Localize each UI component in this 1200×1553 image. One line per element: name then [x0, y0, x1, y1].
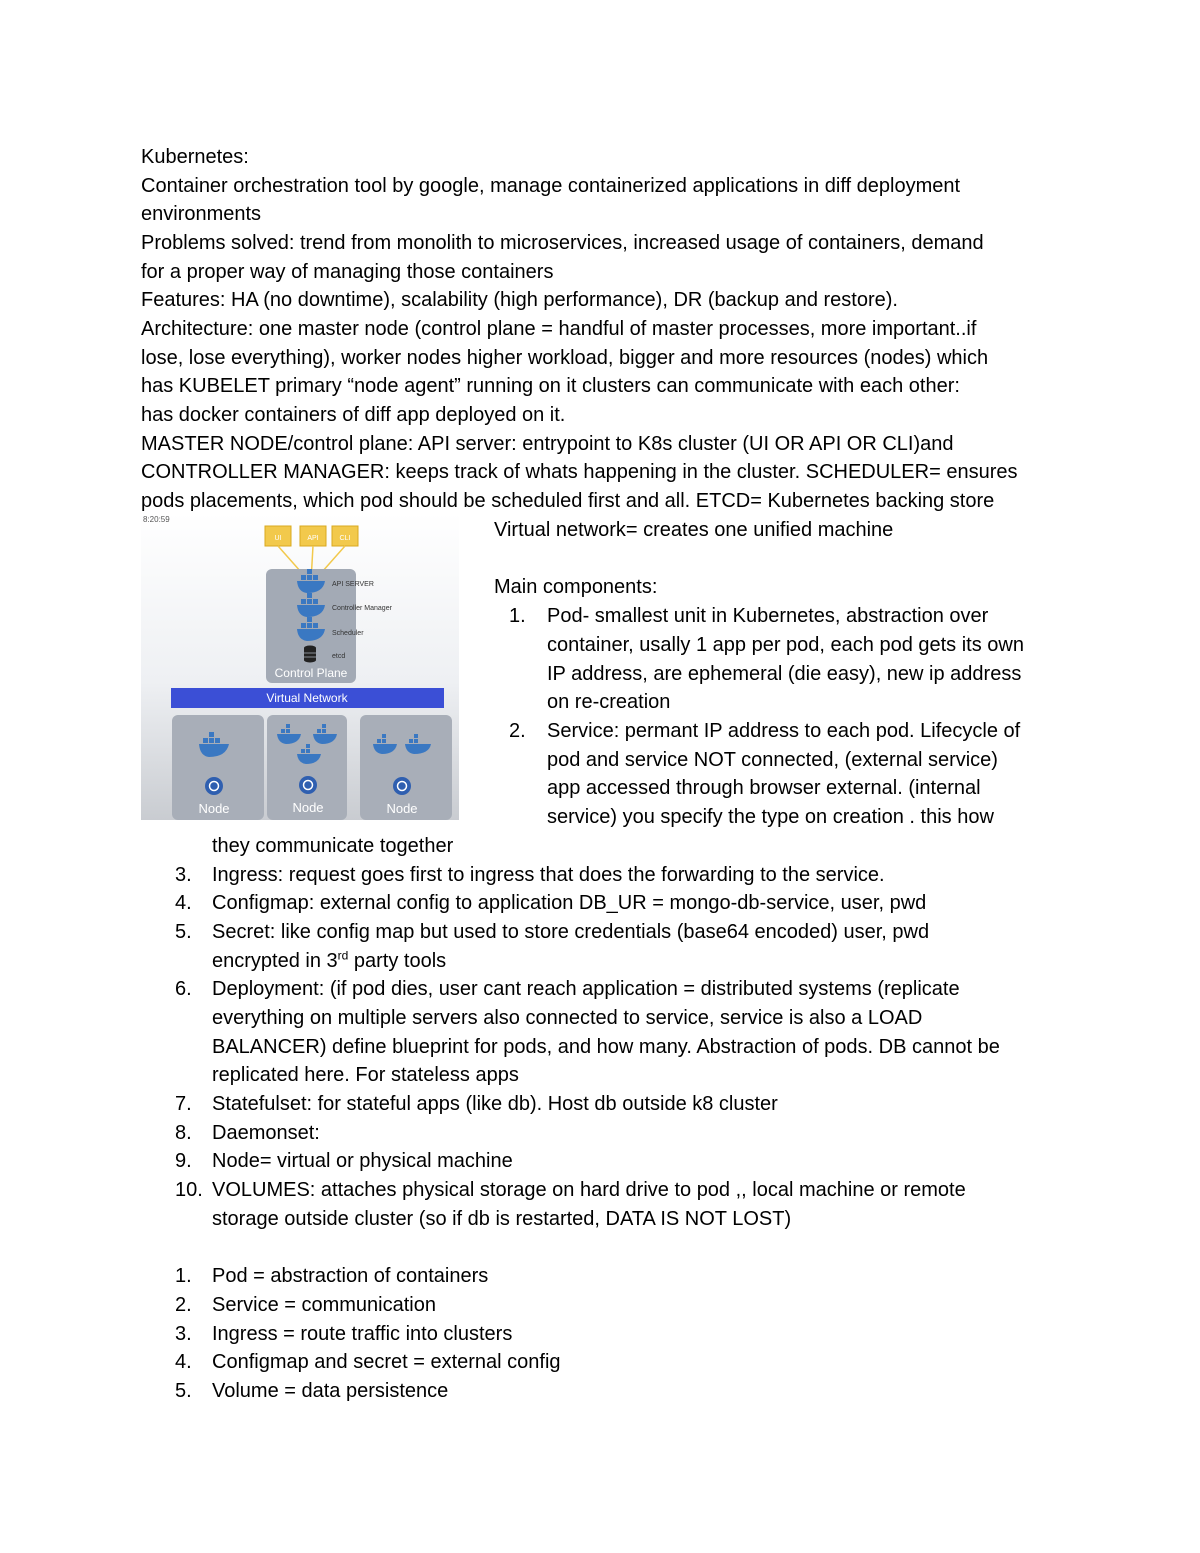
summary-item: Service = communication: [212, 1294, 436, 1316]
component-secret-line: [212, 947, 446, 975]
component-pod-line: container, usally 1 app per pod, each pod gets its own: [547, 634, 1024, 656]
component-volumes-line: storage outside cluster (so if db is restarted, DATA IS NOT LOST): [212, 1208, 792, 1230]
intro-line: Container orchestration tool by google, manage containerized applications in diff deployment: [141, 175, 961, 197]
intro-line: for a proper way of managing those containers: [141, 261, 554, 283]
kubernetes-architecture-diagram: [141, 513, 459, 820]
list-number: 9.: [175, 1150, 192, 1172]
ordinal-suffix: rd: [337, 948, 349, 963]
client-box-cli: [332, 526, 358, 546]
intro-line: lose, lose everything), worker nodes higher workload, bigger and more resources (nodes) which: [141, 347, 989, 369]
database-icon: [304, 646, 316, 663]
list-number: 4.: [175, 892, 192, 914]
intro-line: has KUBELET primary “node agent” running on it clusters can communicate with each other:: [141, 375, 960, 397]
component-service-line: pod and service NOT connected, (external service): [547, 749, 998, 771]
node-label: Node: [386, 801, 418, 816]
secret-text: encrypted in 3: [212, 950, 338, 972]
component-service-line: they communicate together: [212, 835, 454, 857]
summary-item: Ingress = route traffic into clusters: [212, 1323, 513, 1345]
summary-number: 3.: [175, 1323, 192, 1345]
client-label: CLI: [339, 535, 351, 542]
control-plane-label: Control Plane: [274, 666, 348, 680]
component-configmap: Configmap: external config to application DB_UR = mongo-db-service, user, pwd: [212, 892, 927, 914]
list-number: 5.: [175, 921, 192, 943]
component-deployment-line: everything on multiple servers also connected to service, service is also a LOAD: [212, 1007, 923, 1029]
list-number: 1.: [509, 605, 526, 627]
summary-number: 2.: [175, 1294, 192, 1316]
client-label: API: [307, 535, 319, 542]
component-pod-line: Pod- smallest unit in Kubernetes, abstraction over: [547, 605, 989, 627]
summary-number: 5.: [175, 1380, 192, 1402]
doc-heading: Kubernetes:: [141, 146, 249, 168]
component-label: Controller Manager: [332, 605, 392, 612]
component-secret-line: Secret: like config map but used to store credentials (base64 encoded) user, pwd: [212, 921, 930, 943]
kubelet-icon: [299, 776, 317, 794]
summary-item: Pod = abstraction of containers: [212, 1265, 489, 1287]
component-deployment-line: Deployment: (if pod dies, user cant reach application = distributed systems (replicate: [212, 978, 960, 1000]
list-number: 10.: [175, 1179, 203, 1201]
component-label: etcd: [332, 653, 346, 660]
worker-node: [267, 715, 347, 820]
client-box-ui: [265, 526, 291, 546]
client-box-api: [300, 526, 326, 546]
intro-line: Features: HA (no downtime), scalability (high performance), DR (backup and restore).: [141, 289, 898, 311]
client-label: UI: [274, 535, 282, 542]
intro-line: pods placements, which pod should be scheduled first and all. ETCD= Kubernetes backing store: [141, 490, 995, 512]
list-number: 3.: [175, 864, 192, 886]
worker-node: [172, 715, 264, 820]
component-daemonset: Daemonset:: [212, 1122, 320, 1144]
component-volumes-line: VOLUMES: attaches physical storage on hard drive to pod ,, local machine or remote: [212, 1179, 966, 1201]
list-number: 7.: [175, 1093, 192, 1115]
summary-item: Volume = data persistence: [212, 1380, 449, 1402]
component-ingress: Ingress: request goes first to ingress that does the forwarding to the service.: [212, 864, 885, 886]
secret-text: party tools: [348, 950, 447, 972]
component-deployment-line: BALANCER) define blueprint for pods, and how many. Abstraction of pods. DB cannot be: [212, 1036, 1000, 1058]
component-statefulset: Statefulset: for stateful apps (like db). Host db outside k8 cluster: [212, 1093, 778, 1115]
main-components-heading: Main components:: [494, 576, 658, 598]
intro-line: environments: [141, 203, 262, 225]
list-number: 2.: [509, 720, 526, 742]
virtual-network-text: Virtual network= creates one unified machine: [494, 519, 894, 541]
component-service-line: app accessed through browser external. (internal: [547, 777, 981, 799]
component-pod-line: IP address, are ephemeral (die easy), new ip address: [547, 663, 1022, 685]
intro-line: CONTROLLER MANAGER: keeps track of whats happening in the cluster. SCHEDULER= ensures: [141, 461, 1018, 483]
component-pod-line: on re-creation: [547, 691, 671, 713]
summary-item: Configmap and secret = external config: [212, 1351, 561, 1373]
summary-number: 4.: [175, 1351, 192, 1373]
component-service-line: Service: permant IP address to each pod. Lifecycle of: [547, 720, 1021, 742]
diagram-corner-label: 8:20:59: [143, 515, 170, 524]
node-label: Node: [198, 801, 230, 816]
node-label: Node: [292, 800, 324, 815]
list-number: 8.: [175, 1122, 192, 1144]
worker-node: [360, 715, 452, 820]
intro-line: Architecture: one master node (control plane = handful of master processes, more important..if: [141, 318, 977, 340]
virtual-network-label: Virtual Network: [266, 691, 348, 705]
intro-line: Problems solved: trend from monolith to microservices, increased usage of containers, demand: [141, 232, 984, 254]
summary-number: 1.: [175, 1265, 192, 1287]
intro-line: MASTER NODE/control plane: API server: entrypoint to K8s cluster (UI OR API OR CLI)and: [141, 433, 954, 455]
kubelet-icon: [205, 777, 223, 795]
component-node: Node= virtual or physical machine: [212, 1150, 513, 1172]
component-service-line: service) you specify the type on creation . this how: [547, 806, 994, 828]
component-deployment-line: replicated here. For stateless apps: [212, 1064, 519, 1086]
kubelet-icon: [393, 777, 411, 795]
intro-line: has docker containers of diff app deployed on it.: [141, 404, 566, 426]
list-number: 6.: [175, 978, 192, 1000]
component-label: Scheduler: [332, 630, 364, 637]
component-label: API SERVER: [332, 581, 374, 588]
